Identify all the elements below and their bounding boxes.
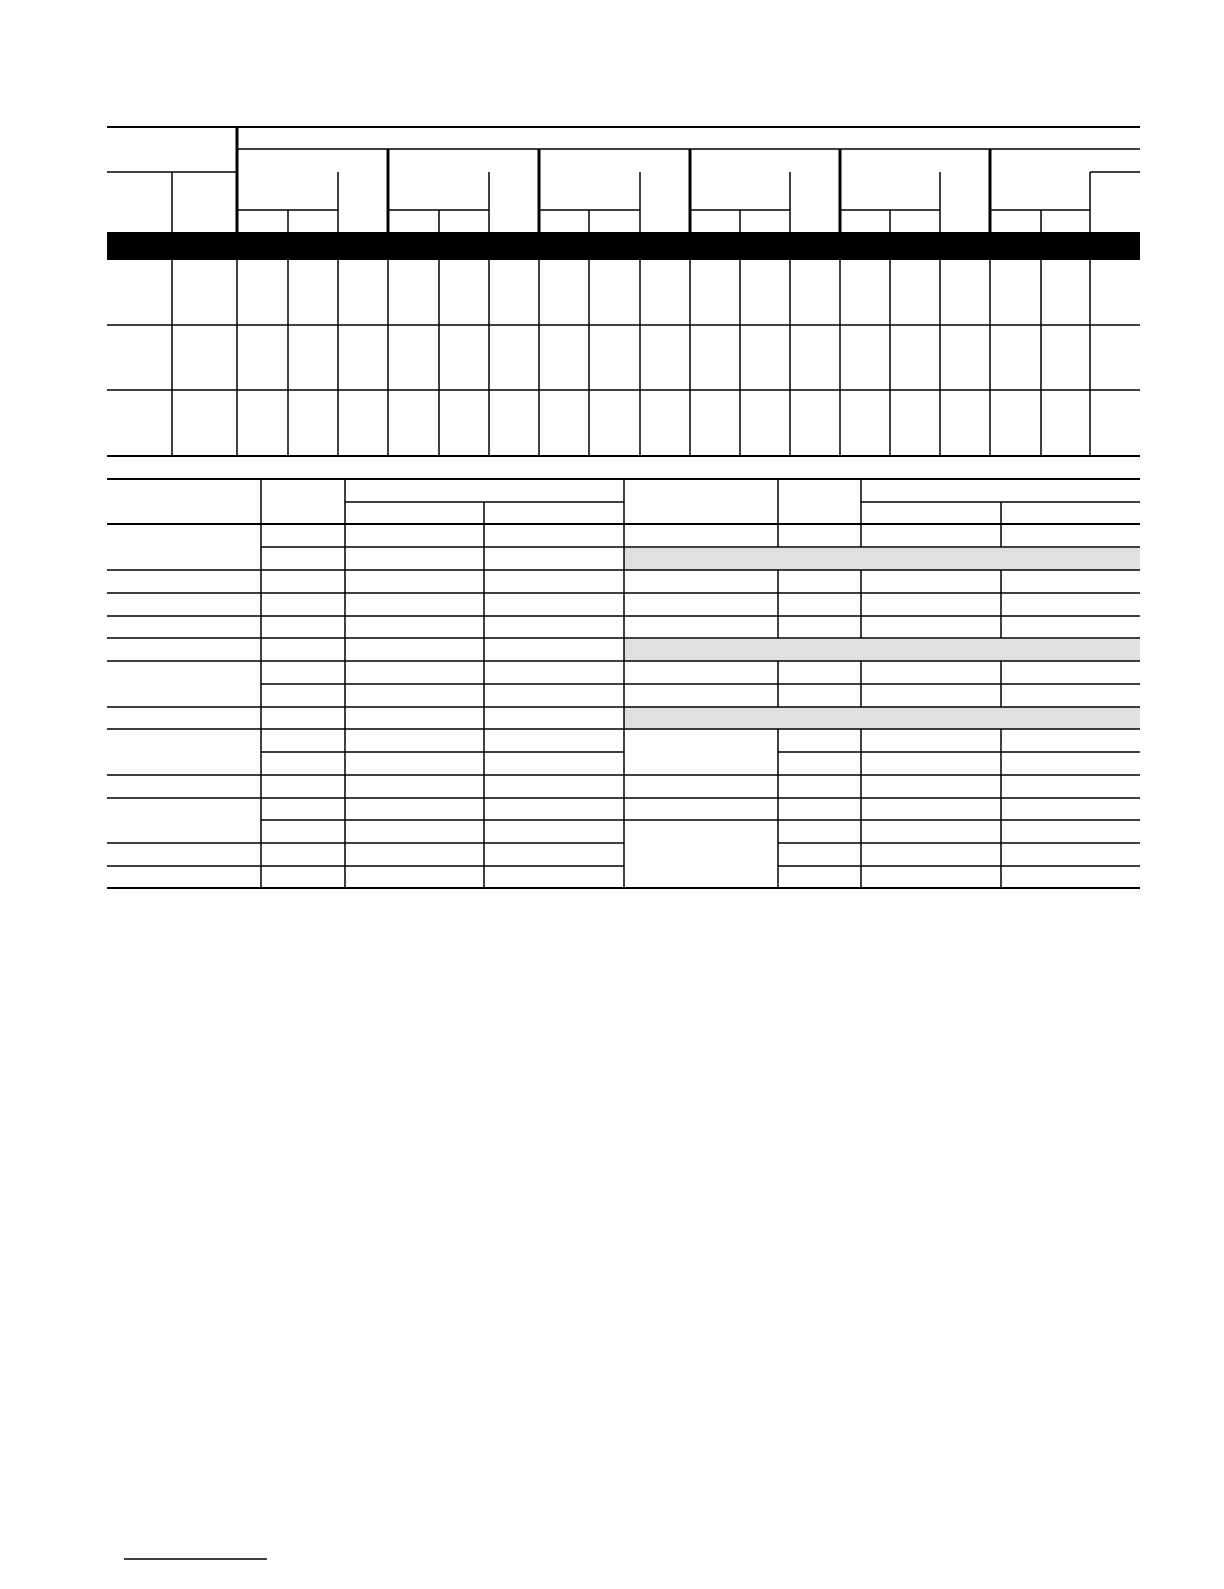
shaded-row <box>624 707 1140 729</box>
top-table <box>107 127 1140 456</box>
shaded-row <box>624 548 1140 570</box>
section-banner <box>107 232 1140 260</box>
bottom-table <box>107 479 1140 888</box>
shaded-row <box>624 639 1140 661</box>
